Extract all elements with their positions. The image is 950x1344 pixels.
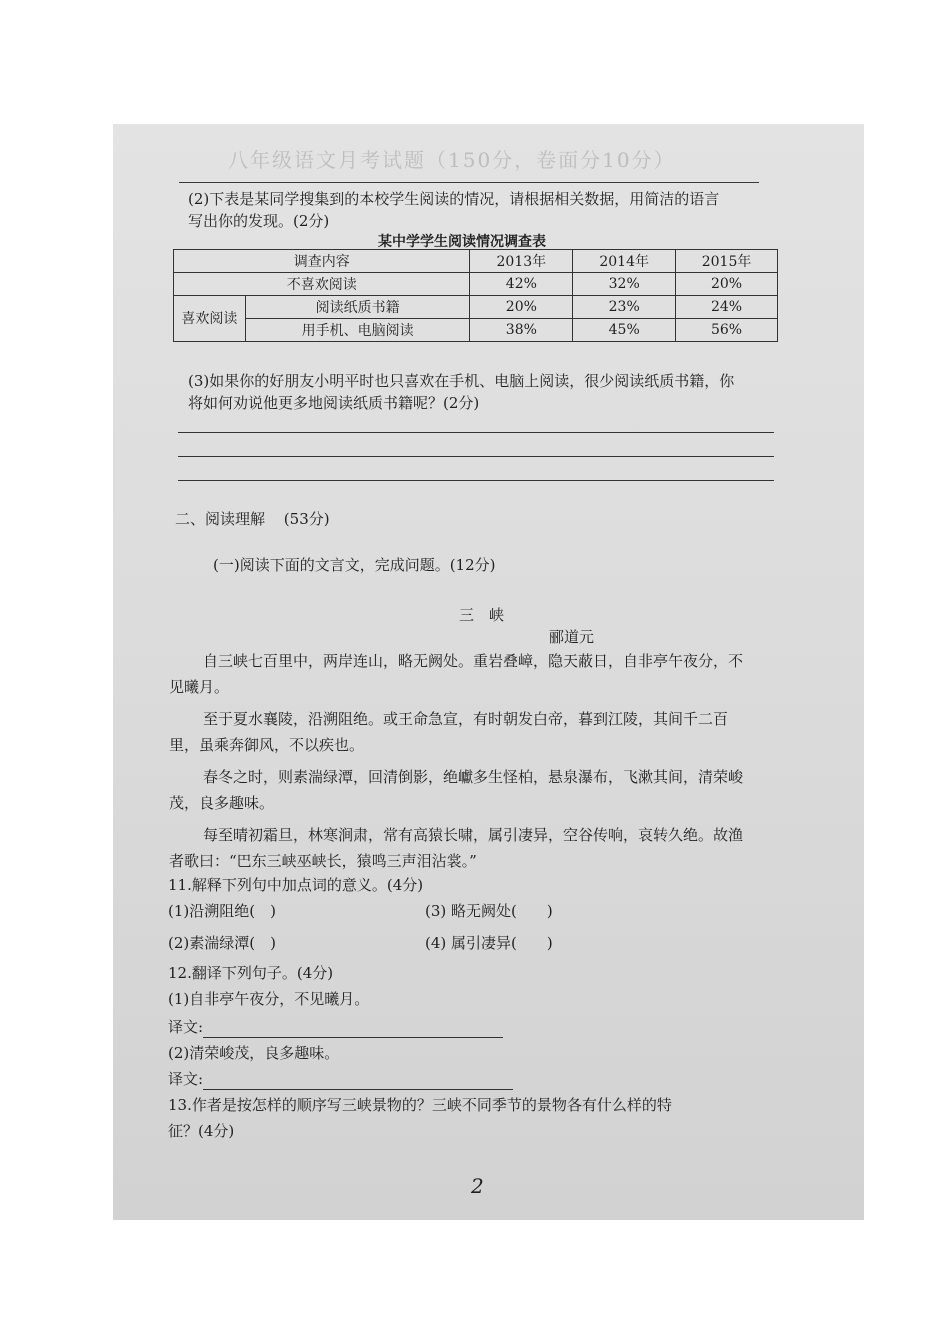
q2-line2: 写出你的发现。(2分) bbox=[188, 212, 330, 230]
passage-author: 郦道元 bbox=[549, 628, 595, 646]
passage-p2-line2: 里，虽乘奔御风，不以疾也。 bbox=[169, 736, 365, 754]
passage-p2-line1: 至于夏水襄陵，沿溯阻绝。或王命急宣，有时朝发白帝，暮到江陵，其间千二百 bbox=[203, 710, 729, 728]
q2-line1: (2)下表是某同学搜集到的本校学生阅读的情况，请根据相关数据，用简洁的语言 bbox=[188, 190, 720, 208]
section-title-text: 二、阅读理解 bbox=[175, 510, 266, 528]
q3-line2: 将如何劝说他更多地阅读纸质书籍呢？(2分) bbox=[188, 394, 480, 412]
q12-sentence1: (1)自非亭午夜分，不见曦月。 bbox=[168, 990, 370, 1008]
q11-item1: (1)沿溯阻绝( ) bbox=[168, 902, 276, 920]
table-caption: 某中学学生阅读情况调查表 bbox=[378, 234, 546, 250]
q12-stem: 12.翻译下列句子。(4分) bbox=[168, 964, 334, 982]
q11-item3: (3) 略无阙处( ) bbox=[425, 902, 553, 920]
table-cell: 20% bbox=[676, 273, 778, 296]
q13-line2: 征？(4分) bbox=[168, 1122, 235, 1140]
table-cell: 24% bbox=[676, 296, 778, 319]
table-cell: 23% bbox=[573, 296, 676, 319]
like-group-label: 喜欢阅读 bbox=[174, 296, 246, 342]
q11-stem: 11.解释下列句中加点词的意义。(4分) bbox=[168, 876, 424, 894]
translation-label: 译文: bbox=[168, 1018, 204, 1036]
q12-answer1 bbox=[168, 1016, 503, 1038]
section-title bbox=[175, 508, 330, 530]
q12-answer2 bbox=[168, 1068, 513, 1090]
table-cell: 42% bbox=[470, 273, 573, 296]
table-cell: 32% bbox=[573, 273, 676, 296]
row-label: 阅读纸质书籍 bbox=[245, 296, 470, 319]
passage-p4-line1: 每至晴初霜旦，林寒涧肃，常有高猿长啸，属引凄异，空谷传响，哀转久绝。故渔 bbox=[203, 826, 744, 844]
header-cell: 调查内容 bbox=[174, 250, 470, 273]
q13-line1: 13.作者是按怎样的顺序写三峡景物的？三峡不同季节的景物各有什么样的特 bbox=[168, 1096, 672, 1114]
translation-blank[interactable] bbox=[203, 1071, 513, 1090]
table-cell: 38% bbox=[470, 319, 573, 342]
passage-p3-line1: 春冬之时，则素湍绿潭，回清倒影，绝巘多生怪柏，悬泉瀑布，飞漱其间，清荣峻 bbox=[203, 768, 744, 786]
table-header-row bbox=[174, 250, 778, 273]
passage-p3-line2: 茂，良多趣味。 bbox=[169, 794, 275, 812]
translation-blank[interactable] bbox=[203, 1019, 503, 1038]
q11-item4: (4) 属引凄异( ) bbox=[425, 934, 553, 952]
table-row bbox=[174, 296, 778, 319]
answer-line[interactable] bbox=[178, 456, 774, 457]
table-row bbox=[174, 273, 778, 296]
page-number: 2 bbox=[471, 1174, 484, 1198]
header-cell: 2015年 bbox=[676, 250, 778, 273]
row-label: 用手机、电脑阅读 bbox=[245, 319, 470, 342]
passage-p1-line1: 自三峡七百里中，两岸连山，略无阙处。重岩叠嶂，隐天蔽日，自非亭午夜分，不 bbox=[203, 652, 744, 670]
exam-sheet bbox=[113, 124, 864, 1220]
table-cell: 56% bbox=[676, 319, 778, 342]
table-cell: 20% bbox=[470, 296, 573, 319]
reading-survey-table bbox=[173, 249, 778, 342]
q11-item2: (2)素湍绿潭( ) bbox=[168, 934, 276, 952]
q3-line1: (3)如果你的好朋友小明平时也只喜欢在手机、电脑上阅读，很少阅读纸质书籍，你 bbox=[188, 372, 735, 390]
row-label: 不喜欢阅读 bbox=[174, 273, 470, 296]
translation-label: 译文: bbox=[168, 1070, 204, 1088]
table-row bbox=[174, 319, 778, 342]
section-score: (53分) bbox=[283, 510, 330, 528]
passage-title: 三 峡 bbox=[459, 606, 505, 624]
passage-p4-line2: 者歌曰：“巴东三峡巫峡长，猿鸣三声泪沾裳。” bbox=[169, 852, 477, 870]
answer-line[interactable] bbox=[178, 480, 774, 481]
header-cell: 2014年 bbox=[573, 250, 676, 273]
answer-line[interactable] bbox=[178, 432, 774, 433]
faint-header: 八年级语文月考试题（150分，卷面分10分） bbox=[228, 148, 676, 172]
table-cell: 45% bbox=[573, 319, 676, 342]
header-cell: 2013年 bbox=[470, 250, 573, 273]
top-divider bbox=[179, 182, 759, 183]
passage-p1-line2: 见曦月。 bbox=[169, 678, 230, 696]
q12-sentence2: (2)清荣峻茂，良多趣味。 bbox=[168, 1044, 340, 1062]
subsection-title: (一)阅读下面的文言文，完成问题。(12分) bbox=[213, 556, 496, 574]
